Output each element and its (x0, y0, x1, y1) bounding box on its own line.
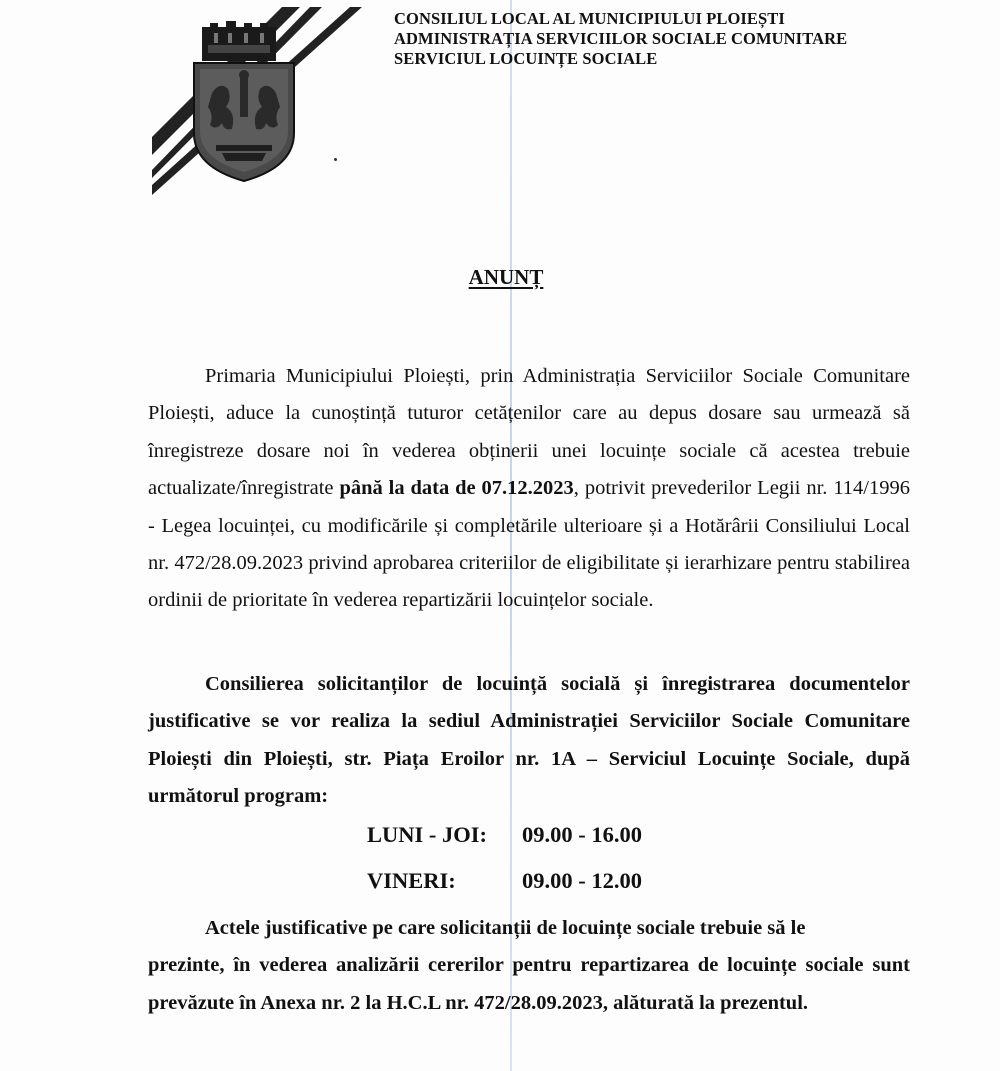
schedule-days: LUNI - JOI: (367, 822, 488, 847)
paragraph-announcement-text: Primaria Municipiului Ploiești, prin Administrația Serviciilor Sociale Comunitare Ploiești, aduce la cunoștință tuturor cetățenilor care au depus dosare sau urmează să înregistreze dosare noi în vederea obținerii unei locuințe sociale că acestea trebuie actualizate/înregistrate (148, 365, 910, 500)
header-block (394, 9, 847, 69)
schedule-days: VINERI: (367, 868, 456, 893)
paragraph-documents-first-line: Actele justificative pe care solicitanții de locuințe sociale trebuie să le (205, 917, 806, 939)
schedule-hours: 09.00 - 12.00 (522, 868, 642, 893)
schedule-hours: 09.00 - 16.00 (522, 822, 642, 847)
paragraph-documents-rest: prezinte, în vederea analizării cererilor pentru repartizarea de locuințe sociale sunt prevăzute în Anexa nr. 2 la H.C.L nr. 472/28.09.2023, alăturată la prezentul. (148, 954, 910, 1014)
paragraph-announcement-continuation: , potrivit prevederilor Legii nr. 114/1996 - Legea locuinței, cu modificările și completările ulterioare și a Hotărârii Consiliului Local nr. 472/28.09.2023 privind aprobarea criteriilor de eligibilitate și ierarhizare pentru stabilirea ordinii de prioritate în vederea repartizării locuințelor sociale. (148, 477, 910, 612)
header-line-service: SERVICIUL LOCUINȚE SOCIALE (394, 49, 658, 68)
header-line-council: CONSILIUL LOCAL AL MUNICIPIULUI PLOIEȘTI (394, 9, 785, 28)
document-title: ANUNȚ (468, 265, 544, 289)
schedule-row (367, 868, 642, 894)
header-line-administration: ADMINISTRAȚIA SERVICIILOR SOCIALE COMUNITARE (394, 29, 848, 48)
deadline-text: până la data de 07.12.2023 (339, 477, 574, 500)
paragraph-consulting: Consilierea solicitanților de locuință socială și înregistrarea documentelor justificative se vor realiza la sediul Administrației Serviciilor Sociale Comunitare Ploiești din Ploiești, str. Piața Eroilor nr. 1A – Serviciul Locuințe Sociale, după următorul program: (148, 673, 910, 808)
coat-of-arms-logo (150, 5, 370, 200)
schedule-row (367, 822, 642, 848)
paragraph-announcement (148, 358, 910, 620)
scan-dot (334, 158, 337, 161)
paragraph-documents (148, 910, 910, 1022)
